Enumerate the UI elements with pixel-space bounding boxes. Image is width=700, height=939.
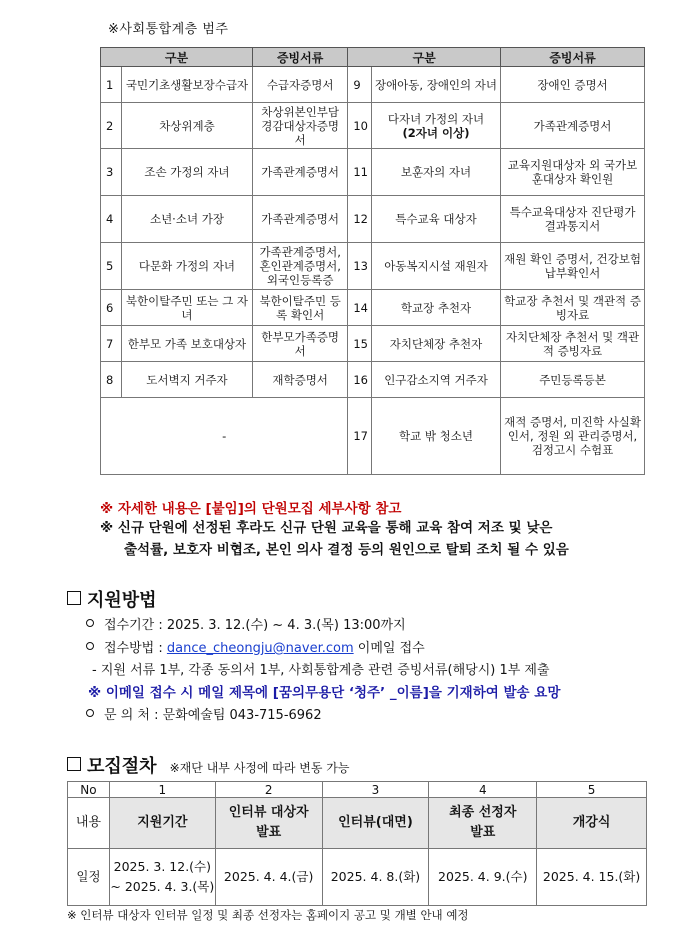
category-name: 학교장 추천자: [371, 290, 500, 326]
category-document: 장애인 증명서: [501, 67, 645, 103]
category-number: 5: [101, 243, 122, 290]
category-document: 가족관계증명서: [252, 196, 347, 243]
process-schedule-row: [68, 849, 647, 906]
header-category: 구분: [348, 48, 501, 67]
apply-method-suffix: 이메일 접수: [353, 641, 425, 656]
circle-bullet-icon: [86, 642, 94, 650]
category-number: 9: [348, 67, 372, 103]
step-schedule: 2025. 4. 9.(수): [429, 849, 537, 906]
content-label: 내용: [68, 798, 110, 849]
category-empty-cell: -: [101, 398, 348, 475]
category-document: 주민등록등본: [501, 362, 645, 398]
apply-method-label: 접수방법 :: [104, 641, 167, 656]
category-number: 10: [348, 103, 372, 149]
step-number: 4: [429, 782, 537, 798]
category-number: 16: [348, 362, 372, 398]
process-content-row: [68, 798, 647, 849]
category-note: ※사회통합계층 범주: [108, 22, 229, 37]
step-content: 인터뷰(대면): [322, 798, 429, 849]
category-number: 3: [101, 149, 122, 196]
category-name: 자치단체장 추천자: [371, 326, 500, 362]
category-document: 가족관계증명서: [252, 149, 347, 196]
circle-bullet-icon: [86, 709, 94, 717]
process-section-title: [67, 752, 349, 778]
step-number: 2: [215, 782, 322, 798]
category-row: [101, 67, 645, 103]
email-subject-note: ※ 이메일 접수 시 메일 제목에 [꿈의무용단 ‘청주’ _이름]을 기재하여 발송 요망: [88, 685, 561, 701]
contact: [86, 704, 322, 723]
step-content: 인터뷰 대상자 발표: [215, 798, 322, 849]
step-schedule: 2025. 4. 4.(금): [215, 849, 322, 906]
step-number: 5: [537, 782, 647, 798]
category-document: 재적 증명서, 미진학 사실확인서, 정원 외 관리증명서, 검정고시 수험표: [501, 398, 645, 475]
step-schedule: 2025. 3. 12.(수) ~ 2025. 4. 3.(목): [109, 849, 215, 906]
step-number: 3: [322, 782, 429, 798]
apply-period-text: 접수기간 : 2025. 3. 12.(수) ~ 4. 3.(목) 13:00까지: [104, 618, 406, 633]
contact-text: 문 의 처 : 문화예술팀 043-715-6962: [104, 708, 322, 723]
category-document: 재원 확인 증명서, 건강보험 납부확인서: [501, 243, 645, 290]
apply-title-text: 지원방법: [87, 590, 157, 611]
category-number: 7: [101, 326, 122, 362]
category-document: 북한이탈주민 등록 확인서: [252, 290, 347, 326]
header-category: 구분: [101, 48, 253, 67]
category-document: 차상위본인부담경감대상자증명서: [252, 103, 347, 149]
withdrawal-note-line1: ※ 신규 단원에 선정된 후라도 신규 단원 교육을 통해 교육 참여 저조 및 낮은: [100, 520, 553, 536]
category-number: 12: [348, 196, 372, 243]
category-row: [101, 103, 645, 149]
category-name: 북한이탈주민 또는 그 자녀: [121, 290, 252, 326]
checkbox-square-icon: [67, 757, 81, 771]
category-row: [101, 290, 645, 326]
category-row: [101, 149, 645, 196]
category-row: [101, 362, 645, 398]
category-document: 가족관계증명서: [501, 103, 645, 149]
email-link[interactable]: dance_cheongju@naver.com: [166, 641, 354, 656]
step-schedule: 2025. 4. 15.(화): [537, 849, 647, 906]
category-name: 특수교육 대상자: [371, 196, 500, 243]
category-row: [101, 196, 645, 243]
step-content: 개강식: [537, 798, 647, 849]
category-document: 특수교육대상자 진단평가 결과통지서: [501, 196, 645, 243]
checkbox-square-icon: [67, 591, 81, 605]
category-number: 15: [348, 326, 372, 362]
category-number: 14: [348, 290, 372, 326]
category-table: [100, 47, 645, 475]
apply-section-title: [67, 586, 157, 612]
category-number: 8: [101, 362, 122, 398]
category-name: 장애아동, 장애인의 자녀: [371, 67, 500, 103]
category-number: 2: [101, 103, 122, 149]
schedule-label: 일정: [68, 849, 110, 906]
category-table-header: [101, 48, 645, 67]
category-document: 자치단체장 추천서 및 객관적 증빙자료: [501, 326, 645, 362]
category-document: 수급자증명서: [252, 67, 347, 103]
process-table: [67, 781, 647, 906]
header-document: 증빙서류: [252, 48, 347, 67]
detail-reference-note: ※ 자세한 내용은 [붙임]의 단원모집 세부사항 참고: [100, 501, 402, 517]
category-name: 도서벽지 거주자: [121, 362, 252, 398]
category-name: 보훈자의 자녀: [371, 149, 500, 196]
withdrawal-note-line2: 출석률, 보호자 비협조, 본인 의사 결정 등의 원인으로 탈퇴 조치 될 수 있음: [124, 542, 569, 558]
circle-bullet-icon: [86, 619, 94, 627]
category-name: 인구감소지역 거주자: [371, 362, 500, 398]
category-name: 다문화 가정의 자녀: [121, 243, 252, 290]
category-name: 한부모 가족 보호대상자: [121, 326, 252, 362]
no-label: No: [68, 782, 110, 798]
process-subnote: ※재단 내부 사정에 따라 변동 가능: [169, 761, 350, 775]
category-name: 국민기초생활보장수급자: [121, 67, 252, 103]
category-name: 차상위계층: [121, 103, 252, 149]
category-number: 1: [101, 67, 122, 103]
category-document: 한부모가족증명서: [252, 326, 347, 362]
category-number: 17: [348, 398, 372, 475]
category-document: 재학증명서: [252, 362, 347, 398]
category-document: 교육지원대상자 외 국가보훈대상자 확인원: [501, 149, 645, 196]
category-number: 11: [348, 149, 372, 196]
process-number-row: [68, 782, 647, 798]
category-name: 소년·소녀 가장: [121, 196, 252, 243]
step-content: 지원기간: [109, 798, 215, 849]
header-document: 증빙서류: [501, 48, 645, 67]
step-content: 최종 선정자 발표: [429, 798, 537, 849]
category-name: 다자녀 가정의 자녀 (2자녀 이상): [371, 103, 500, 149]
step-schedule: 2025. 4. 8.(화): [322, 849, 429, 906]
category-row: [101, 326, 645, 362]
category-number: 13: [348, 243, 372, 290]
step-number: 1: [109, 782, 215, 798]
category-name: 아동복지시설 재원자: [371, 243, 500, 290]
category-document: 학교장 추천서 및 객관적 증빙자료: [501, 290, 645, 326]
category-row: [101, 398, 645, 475]
category-number: 4: [101, 196, 122, 243]
category-name: 조손 가정의 자녀: [121, 149, 252, 196]
process-footnote: ※ 인터뷰 대상자 인터뷰 일정 및 최종 선정자는 홈페이지 공고 및 개별 안내 예정: [67, 908, 469, 922]
category-number: 6: [101, 290, 122, 326]
apply-docs: - 지원 서류 1부, 각종 동의서 1부, 사회통합계층 관련 증빙서류(해당시) 1부 제출: [92, 663, 550, 678]
category-document: 가족관계증명서, 혼인관계증명서, 외국인등록증: [252, 243, 347, 290]
apply-period: [86, 614, 406, 633]
process-title-text: 모집절차: [87, 756, 157, 777]
category-row: [101, 243, 645, 290]
category-name: 학교 밖 청소년: [371, 398, 500, 475]
apply-method: [86, 637, 425, 656]
